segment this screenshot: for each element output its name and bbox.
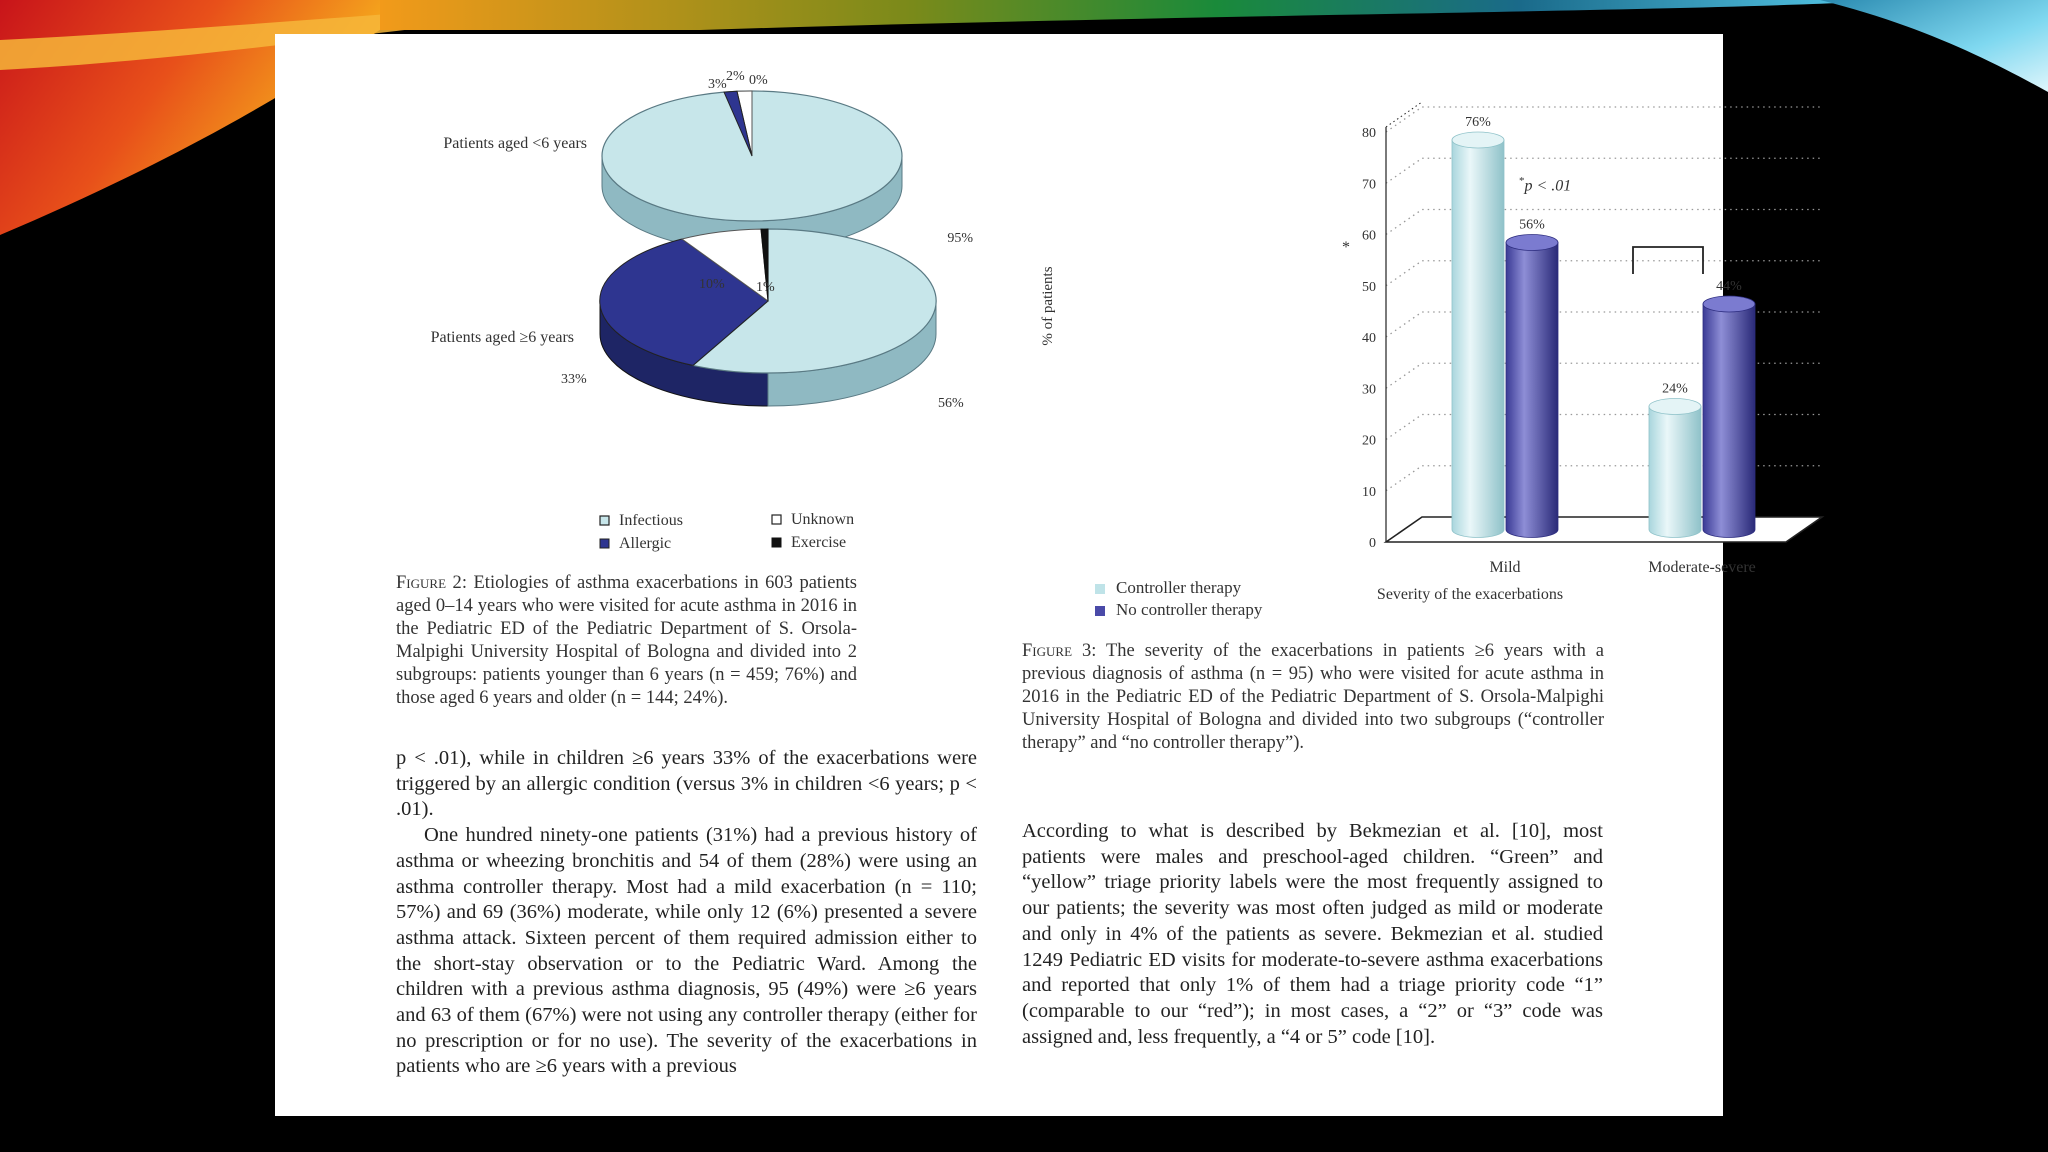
legend-label-allergic: Allergic — [619, 535, 672, 552]
ribbon-right-cyan — [1820, 0, 2048, 92]
pie1-label-unknown: 2% — [726, 69, 745, 84]
bar-no-controller-therapy-mild — [1506, 235, 1558, 538]
pie1-title: Patients aged <6 years — [443, 135, 587, 152]
figure3-xlabel: Severity of the exacerbations — [1376, 586, 1564, 603]
y-tick-label: 40 — [1362, 331, 1376, 346]
right-column-body — [1022, 819, 1603, 1050]
y-tick-label: 20 — [1362, 433, 1376, 449]
fig3-legend-swatches — [1093, 582, 1113, 622]
bar-controller-therapy-mild — [1452, 132, 1504, 538]
figure3-caption — [1022, 640, 1604, 755]
pie1-label-exercise: 0% — [749, 73, 768, 88]
pie2-label-allergic: 33% — [561, 372, 587, 387]
y-tick-label: 60 — [1362, 228, 1376, 244]
chart-floor — [1386, 517, 1822, 542]
legend-label-unknown: Unknown — [791, 511, 855, 528]
pie1-label-infectious: 95% — [947, 231, 973, 246]
legend-label-infectious: Infectious — [619, 512, 683, 529]
fig3-legend-label-controller: Controller therapy — [1116, 578, 1242, 597]
figure2-caption-text: : Etiologies of asthma exacerbations in 603 patients aged 0–14 years who were visited for acute asthma in 2016 in the Pediatric ED of the Pediatric Department of S. Orsola-Malpighi University Hospital of Bologna and divided into 2 subgroups: patients younger than 6 years (n = 459; 76%) and those aged 6 years and older (n = 144; 24%). — [396, 573, 857, 708]
x-category-label: Moderate-severe — [1648, 559, 1756, 576]
bar-data-label: 56% — [1519, 217, 1545, 233]
legend-label-exercise: Exercise — [791, 534, 847, 551]
legend-swatch-exercise — [772, 538, 781, 547]
y-tick-label: 80 — [1362, 126, 1376, 141]
bar-data-label: 76% — [1465, 115, 1491, 130]
y-tick-label: 10 — [1362, 484, 1376, 500]
bar-controller-therapy-moderate-severe — [1649, 399, 1701, 538]
right-paragraph-1: According to what is described by Bekmezian et al. [10], most patients were males and preschool-aged children. “Green” and “yellow” triage priority labels were the most frequently assigned to our patients; the severity was most often judged as mild or moderate and only in 4% of the patients as severe. Bekmezian et al. studied 1249 Pediatric ED visits for moderate-to-severe asthma exacerbations and reported that only 1% of them had a triage priority code “1” (comparable to our “red”); in most cases, a “2” or “3” code was assigned and, less frequently, a “4 or 5” code [10]. — [1022, 820, 1603, 1048]
y-axis-depth — [1386, 102, 1422, 127]
legend-swatch-unknown — [772, 515, 781, 524]
figure3-annotation-star: * — [1342, 239, 1350, 256]
y-tick-label: 30 — [1362, 382, 1376, 398]
paper-page — [275, 34, 1756, 1116]
y-tick-label: 70 — [1362, 177, 1376, 193]
figure3-bar-chart — [1010, 34, 1756, 634]
fig3-legend-label-no-controller: No controller therapy — [1116, 600, 1263, 619]
left-column-body — [396, 746, 977, 1116]
left-paragraph-2: One hundred ninety-one patients (31%) had a previous history of asthma or wheezing bronchitis and 54 of them (28%) were using an asthma controller therapy. Most had a mild exacerbation (n = 110; 57%) and 69 (36%) moderate, while only 12 (6%) presented a severe asthma attack. Sixteen percent of them required admission either to the short-stay observation or to the Pediatric Ward. Among the children with a previous asthma diagnosis, 95 (49%) were ≥6 years and 63 of them (67%) were not using any controller therapy (either for no prescription or for no use). The severity of the exacerbations in patients who are ≥6 years with a previous — [396, 824, 977, 1078]
pie2-title: Patients aged ≥6 years — [430, 329, 574, 346]
y-tick-label: 0 — [1369, 536, 1376, 551]
legend-swatch-infectious — [600, 516, 609, 525]
legend-swatch-allergic — [600, 539, 609, 548]
figure3-y-ticks — [1362, 102, 1422, 551]
pie1-label-allergic: 3% — [708, 77, 727, 92]
left-paragraph-1: p < .01), while in children ≥6 years 33% of the exacerbations were triggered by an allergic condition (versus 3% in children <6 years; p < .01). — [396, 747, 977, 821]
figure3-floor — [1386, 517, 1822, 542]
figure3-caption-label: Figure 3 — [1022, 641, 1092, 661]
bar-no-controller-therapy-moderate-severe — [1703, 296, 1755, 538]
pie2-label-unknown: 10% — [699, 277, 725, 292]
figure3-caption-text: : The severity of the exacerbations in patients ≥6 years with a previous diagnosis of asthma (n = 95) who were visited for acute asthma in 2016 in the Pediatric ED of the Pediatric Department of S. Orsola-Malpighi University Hospital of Bologna and divided into two subgroups (“controller therapy” and “no controller therapy”). — [1022, 641, 1604, 753]
y-tick-label: 50 — [1362, 279, 1376, 295]
pie2-label-exercise: 1% — [756, 280, 775, 295]
figure3-ylabel: % of patients — [1040, 266, 1056, 346]
figure2-caption-label: Figure 2 — [396, 573, 462, 593]
figure3-p-note-star: * — [1519, 175, 1525, 187]
x-category-label: Mild — [1489, 559, 1521, 576]
ribbon-top — [380, 0, 1900, 30]
pie2-label-infectious: 56% — [938, 396, 964, 411]
figure3-p-note-text: p < .01 — [1524, 177, 1572, 195]
bar-data-label: 44% — [1716, 279, 1742, 294]
figure2-caption — [396, 572, 857, 710]
figure2-pie-charts — [275, 34, 973, 552]
figure3-p-note — [1519, 175, 1571, 195]
figure3-bars — [1452, 132, 1755, 538]
bar-data-label: 24% — [1662, 381, 1688, 397]
